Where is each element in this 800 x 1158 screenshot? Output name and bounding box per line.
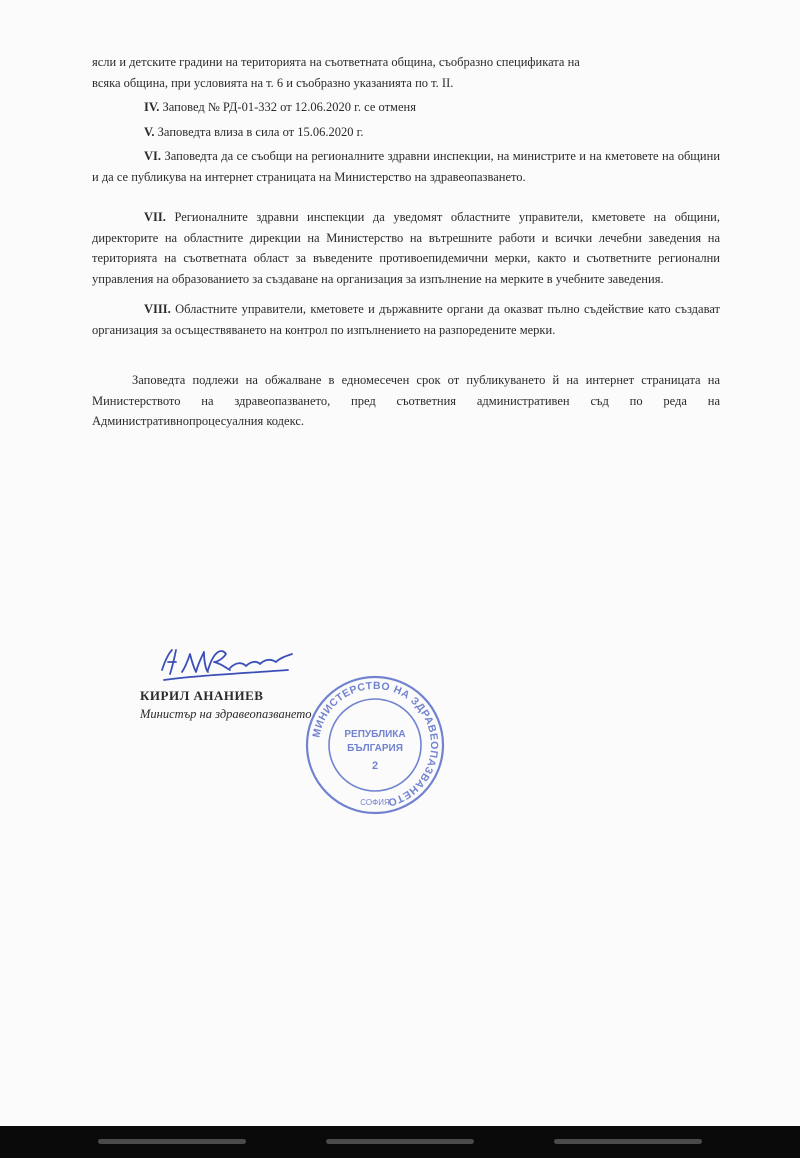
appeal-paragraph: Заповедта подлежи на обжалване в едномесечен срок от публикуването й на интернет страницата на Министерството на здравеопазването, пред съответния административен съд по реда на Административнопроцесуалния кодекс.	[92, 373, 720, 428]
stamp-inner-line-1: РЕПУБЛИКА	[344, 729, 406, 740]
item-iv	[92, 97, 720, 118]
stamp-ring-text: МИНИСТЕРСТВО НА ЗДРАВЕОПАЗВАНЕТО	[310, 679, 441, 809]
nav-button-left[interactable]	[98, 1139, 246, 1144]
nav-button-center[interactable]	[326, 1139, 474, 1144]
stamp-inner-line-2: БЪЛГАРИЯ	[347, 743, 403, 754]
official-stamp	[303, 673, 447, 817]
intro-paragraph	[92, 52, 720, 93]
item-vii	[92, 207, 720, 289]
nav-button-right[interactable]	[554, 1139, 702, 1144]
item-vi-text: Заповедта да се съобщи на регионалните здравни инспекции, на министрите и на кметовете на общини и да се публикува на интернет страницата на Министерство на здравеопазването.	[92, 149, 721, 184]
item-viii-number: VIII.	[144, 302, 171, 316]
item-vii-number: VII.	[144, 210, 166, 224]
item-v-text: Заповедта влиза в сила от 15.06.2020 г.	[157, 124, 364, 139]
item-iv-text: Заповед № РД-01-332 от 12.06.2020 г. се отменя	[162, 100, 416, 114]
intro-line-2: всяка община, при условията на т. 6 и съобразно указанията по т. II.	[92, 75, 454, 90]
document-body	[92, 52, 720, 444]
minister-name: КИРИЛ АНАНИЕВ	[140, 688, 264, 703]
signature-image	[152, 640, 302, 686]
item-vi	[92, 146, 720, 187]
item-vii-text: Регионалните здравни инспекции да уведомят областните управители, кметовете на общини, директорите на областните дирекции на Министерство на вътрешните работи и всички лечебни заведения на територията на съответната област за въведените противоепидемични мерки, както и съответните регионални управления на образованието за създаване на организация за изпълнение на мерките в учебните заведения.	[92, 210, 720, 286]
item-vi-number: VI.	[144, 149, 162, 163]
minister-title: Министър на здравеопазването	[140, 707, 312, 721]
spacer	[92, 191, 720, 207]
item-viii-text: Областните управители, кметовете и държавните органи да оказват пълно съдействие като създават организация за осъществяването на контрол по изпълнението на разпоредените мерки.	[92, 302, 721, 337]
intro-line-1: ясли и детските градини на територията на съответната община, съобразно спецификата на	[92, 55, 580, 69]
stamp-ring-bottom: СОФИЯ	[360, 798, 390, 807]
item-iv-number: IV.	[144, 100, 160, 114]
item-v-number: V.	[144, 124, 155, 139]
stamp-inner-number: 2	[371, 760, 379, 772]
item-viii	[92, 299, 720, 340]
item-v	[92, 122, 720, 143]
